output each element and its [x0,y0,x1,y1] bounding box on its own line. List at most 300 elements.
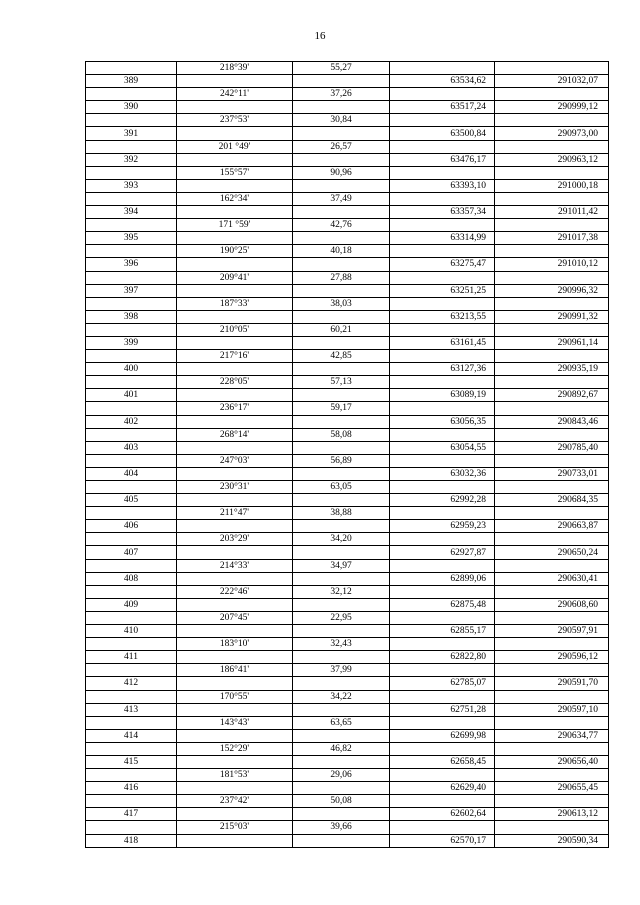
y-cell: 290597,10 [495,703,609,716]
bearing-row [86,62,609,75]
point-row [86,127,609,140]
x-cell [390,533,495,546]
point-cell [86,664,177,677]
point-cell [86,638,177,651]
point-row [86,284,609,297]
x-cell: 63032,36 [390,467,495,480]
x-cell: 63393,10 [390,179,495,192]
bearing-row [86,245,609,258]
length-cell: 42,76 [293,219,390,232]
bearing-row [86,481,609,494]
point-row [86,651,609,664]
length-cell: 90,96 [293,166,390,179]
bearing-row [86,795,609,808]
x-cell [390,769,495,782]
angle-cell [177,703,293,716]
y-cell: 291000,18 [495,179,609,192]
y-cell [495,795,609,808]
y-cell [495,62,609,75]
length-cell [293,101,390,114]
bearing-row [86,507,609,520]
angle-cell [177,782,293,795]
y-cell [495,350,609,363]
point-cell: 406 [86,520,177,533]
x-cell: 62785,07 [390,677,495,690]
length-cell [293,755,390,768]
length-cell [293,677,390,690]
angle-cell: 222°46' [177,585,293,598]
length-cell: 42,85 [293,350,390,363]
x-cell: 62658,45 [390,755,495,768]
y-cell [495,140,609,153]
x-cell [390,219,495,232]
y-cell: 290655,45 [495,782,609,795]
x-cell [390,664,495,677]
point-row [86,572,609,585]
x-cell [390,795,495,808]
y-cell: 290663,87 [495,520,609,533]
length-cell [293,834,390,847]
angle-cell: 215°03' [177,821,293,834]
x-cell: 63251,25 [390,284,495,297]
y-cell: 290590,34 [495,834,609,847]
x-cell [390,62,495,75]
length-cell [293,389,390,402]
x-cell [390,481,495,494]
y-cell: 290630,41 [495,572,609,585]
y-cell [495,297,609,310]
point-cell [86,114,177,127]
length-cell: 29,06 [293,769,390,782]
x-cell: 62992,28 [390,494,495,507]
y-cell [495,611,609,624]
point-row [86,520,609,533]
bearing-row [86,638,609,651]
y-cell [495,192,609,205]
y-cell: 290613,12 [495,808,609,821]
x-cell [390,323,495,336]
x-cell: 62959,23 [390,520,495,533]
bearing-row [86,323,609,336]
angle-cell: 211°47' [177,507,293,520]
angle-cell: 190°25' [177,245,293,258]
length-cell [293,75,390,88]
point-row [86,101,609,114]
point-row [86,467,609,480]
angle-cell: 209°41' [177,271,293,284]
y-cell [495,454,609,467]
y-cell [495,245,609,258]
length-cell [293,467,390,480]
point-cell: 392 [86,153,177,166]
point-cell: 411 [86,651,177,664]
point-cell [86,350,177,363]
angle-cell: 214°33' [177,559,293,572]
angle-cell [177,755,293,768]
point-cell [86,323,177,336]
x-cell: 63161,45 [390,336,495,349]
y-cell [495,88,609,101]
length-cell [293,310,390,323]
bearing-row [86,297,609,310]
length-cell: 37,49 [293,192,390,205]
point-row [86,389,609,402]
angle-cell: 187°33' [177,297,293,310]
x-cell [390,559,495,572]
x-cell: 62629,40 [390,782,495,795]
x-cell [390,638,495,651]
y-cell [495,821,609,834]
x-cell: 62751,28 [390,703,495,716]
point-row [86,546,609,559]
x-cell: 63517,24 [390,101,495,114]
x-cell: 63056,35 [390,415,495,428]
angle-cell [177,258,293,271]
point-row [86,782,609,795]
point-cell: 409 [86,598,177,611]
length-cell: 63,65 [293,716,390,729]
point-row [86,232,609,245]
angle-cell [177,651,293,664]
y-cell: 290843,46 [495,415,609,428]
point-row [86,834,609,847]
bearing-row [86,402,609,415]
angle-cell [177,520,293,533]
point-row [86,729,609,742]
point-cell [86,611,177,624]
y-cell: 290596,12 [495,651,609,664]
x-cell [390,690,495,703]
bearing-row [86,664,609,677]
point-row [86,75,609,88]
length-cell: 34,20 [293,533,390,546]
angle-cell: 181°53' [177,769,293,782]
point-cell [86,62,177,75]
bearing-row [86,350,609,363]
y-cell [495,323,609,336]
bearing-row [86,271,609,284]
y-cell: 290961,14 [495,336,609,349]
point-cell: 395 [86,232,177,245]
angle-cell [177,389,293,402]
point-cell: 417 [86,808,177,821]
y-cell: 290656,40 [495,755,609,768]
y-cell [495,507,609,520]
bearing-row [86,559,609,572]
y-cell: 290963,12 [495,153,609,166]
length-cell: 34,22 [293,690,390,703]
point-cell: 412 [86,677,177,690]
bearing-row [86,376,609,389]
x-cell: 63127,36 [390,363,495,376]
point-cell [86,481,177,494]
point-row [86,153,609,166]
point-cell [86,297,177,310]
point-cell: 389 [86,75,177,88]
x-cell: 62855,17 [390,625,495,638]
angle-cell: 210°05' [177,323,293,336]
y-cell: 290991,32 [495,310,609,323]
point-cell: 410 [86,625,177,638]
length-cell [293,729,390,742]
point-cell [86,140,177,153]
point-cell [86,716,177,729]
point-row [86,310,609,323]
length-cell: 56,89 [293,454,390,467]
length-cell: 26,57 [293,140,390,153]
x-cell [390,428,495,441]
point-cell [86,795,177,808]
angle-cell: 237°53' [177,114,293,127]
point-cell [86,533,177,546]
point-cell [86,219,177,232]
x-cell [390,585,495,598]
angle-cell: 171 °59' [177,219,293,232]
bearing-row [86,690,609,703]
point-cell [86,166,177,179]
point-cell: 407 [86,546,177,559]
length-cell [293,651,390,664]
x-cell [390,454,495,467]
angle-cell [177,572,293,585]
x-cell [390,376,495,389]
y-cell: 290634,77 [495,729,609,742]
angle-cell: 236°17' [177,402,293,415]
point-cell: 416 [86,782,177,795]
point-cell: 398 [86,310,177,323]
length-cell [293,782,390,795]
length-cell [293,153,390,166]
angle-cell: 186°41' [177,664,293,677]
y-cell: 290785,40 [495,441,609,454]
bearing-row [86,769,609,782]
y-cell: 290999,12 [495,101,609,114]
x-cell: 62699,98 [390,729,495,742]
x-cell: 63534,62 [390,75,495,88]
point-cell [86,559,177,572]
y-cell: 290892,67 [495,389,609,402]
length-cell: 38,03 [293,297,390,310]
point-cell [86,192,177,205]
x-cell [390,507,495,520]
x-cell [390,297,495,310]
x-cell [390,716,495,729]
x-cell: 62602,64 [390,808,495,821]
y-cell: 290935,19 [495,363,609,376]
point-cell [86,821,177,834]
point-row [86,415,609,428]
point-cell: 414 [86,729,177,742]
angle-cell: 152°29' [177,742,293,755]
x-cell [390,140,495,153]
point-row [86,206,609,219]
point-cell: 408 [86,572,177,585]
point-cell: 413 [86,703,177,716]
point-cell: 400 [86,363,177,376]
angle-cell [177,206,293,219]
length-cell [293,546,390,559]
angle-cell: 203°29' [177,533,293,546]
bearing-row [86,192,609,205]
x-cell: 63500,84 [390,127,495,140]
length-cell [293,206,390,219]
length-cell [293,520,390,533]
point-cell: 403 [86,441,177,454]
y-cell [495,690,609,703]
length-cell [293,258,390,271]
x-cell [390,245,495,258]
point-row [86,703,609,716]
bearing-row [86,166,609,179]
angle-cell [177,75,293,88]
point-row [86,808,609,821]
point-cell: 401 [86,389,177,402]
point-row [86,363,609,376]
y-cell [495,271,609,284]
angle-cell: 247°03' [177,454,293,467]
angle-cell [177,153,293,166]
bearing-row [86,533,609,546]
bearing-row [86,454,609,467]
point-cell: 394 [86,206,177,219]
length-cell: 58,08 [293,428,390,441]
x-cell [390,611,495,624]
point-cell: 397 [86,284,177,297]
y-cell [495,481,609,494]
point-cell: 405 [86,494,177,507]
x-cell [390,114,495,127]
x-cell: 63476,17 [390,153,495,166]
x-cell: 63275,47 [390,258,495,271]
length-cell [293,494,390,507]
angle-cell [177,808,293,821]
length-cell [293,598,390,611]
point-cell: 391 [86,127,177,140]
y-cell [495,559,609,572]
point-cell [86,376,177,389]
y-cell: 291017,38 [495,232,609,245]
y-cell: 290733,01 [495,467,609,480]
point-cell: 418 [86,834,177,847]
bearing-row [86,219,609,232]
length-cell [293,415,390,428]
length-cell [293,363,390,376]
angle-cell: 242°11' [177,88,293,101]
angle-cell: 143°43' [177,716,293,729]
x-cell: 62822,80 [390,651,495,664]
angle-cell [177,101,293,114]
point-cell: 399 [86,336,177,349]
point-cell [86,402,177,415]
y-cell: 290973,00 [495,127,609,140]
length-cell: 59,17 [293,402,390,415]
y-cell [495,716,609,729]
angle-cell: 207°45' [177,611,293,624]
length-cell [293,572,390,585]
x-cell [390,271,495,284]
angle-cell [177,625,293,638]
point-cell [86,507,177,520]
bearing-row [86,428,609,441]
point-cell: 415 [86,755,177,768]
x-cell: 62570,17 [390,834,495,847]
length-cell [293,232,390,245]
x-cell: 62875,48 [390,598,495,611]
length-cell: 30,84 [293,114,390,127]
length-cell: 37,26 [293,88,390,101]
length-cell: 40,18 [293,245,390,258]
angle-cell: 230°31' [177,481,293,494]
x-cell [390,742,495,755]
x-cell [390,192,495,205]
length-cell [293,625,390,638]
angle-cell: 155°57' [177,166,293,179]
y-cell [495,166,609,179]
y-cell: 291032,07 [495,75,609,88]
angle-cell [177,179,293,192]
y-cell [495,114,609,127]
point-row [86,336,609,349]
point-cell: 402 [86,415,177,428]
y-cell: 290996,32 [495,284,609,297]
length-cell [293,441,390,454]
angle-cell: 183°10' [177,638,293,651]
page-number: 16 [314,30,326,42]
length-cell: 32,12 [293,585,390,598]
length-cell: 57,13 [293,376,390,389]
angle-cell: 237°42' [177,795,293,808]
angle-cell: 218°39' [177,62,293,75]
point-cell [86,428,177,441]
angle-cell [177,598,293,611]
y-cell [495,219,609,232]
x-cell: 63089,19 [390,389,495,402]
coordinates-table-body [86,62,609,848]
bearing-row [86,585,609,598]
x-cell: 63213,55 [390,310,495,323]
bearing-row [86,821,609,834]
bearing-row [86,742,609,755]
angle-cell: 170°55' [177,690,293,703]
x-cell [390,166,495,179]
length-cell: 39,66 [293,821,390,834]
x-cell: 62899,06 [390,572,495,585]
coordinates-table [85,61,609,848]
y-cell [495,376,609,389]
point-row [86,677,609,690]
bearing-row [86,716,609,729]
angle-cell [177,284,293,297]
length-cell: 22,95 [293,611,390,624]
y-cell [495,428,609,441]
angle-cell: 162°34' [177,192,293,205]
point-row [86,625,609,638]
point-row [86,755,609,768]
angle-cell [177,363,293,376]
y-cell [495,769,609,782]
length-cell: 32,43 [293,638,390,651]
x-cell [390,350,495,363]
angle-cell [177,467,293,480]
y-cell: 290608,60 [495,598,609,611]
length-cell [293,703,390,716]
y-cell [495,742,609,755]
length-cell: 38,88 [293,507,390,520]
length-cell: 37,99 [293,664,390,677]
point-cell: 396 [86,258,177,271]
length-cell: 60,21 [293,323,390,336]
x-cell [390,88,495,101]
